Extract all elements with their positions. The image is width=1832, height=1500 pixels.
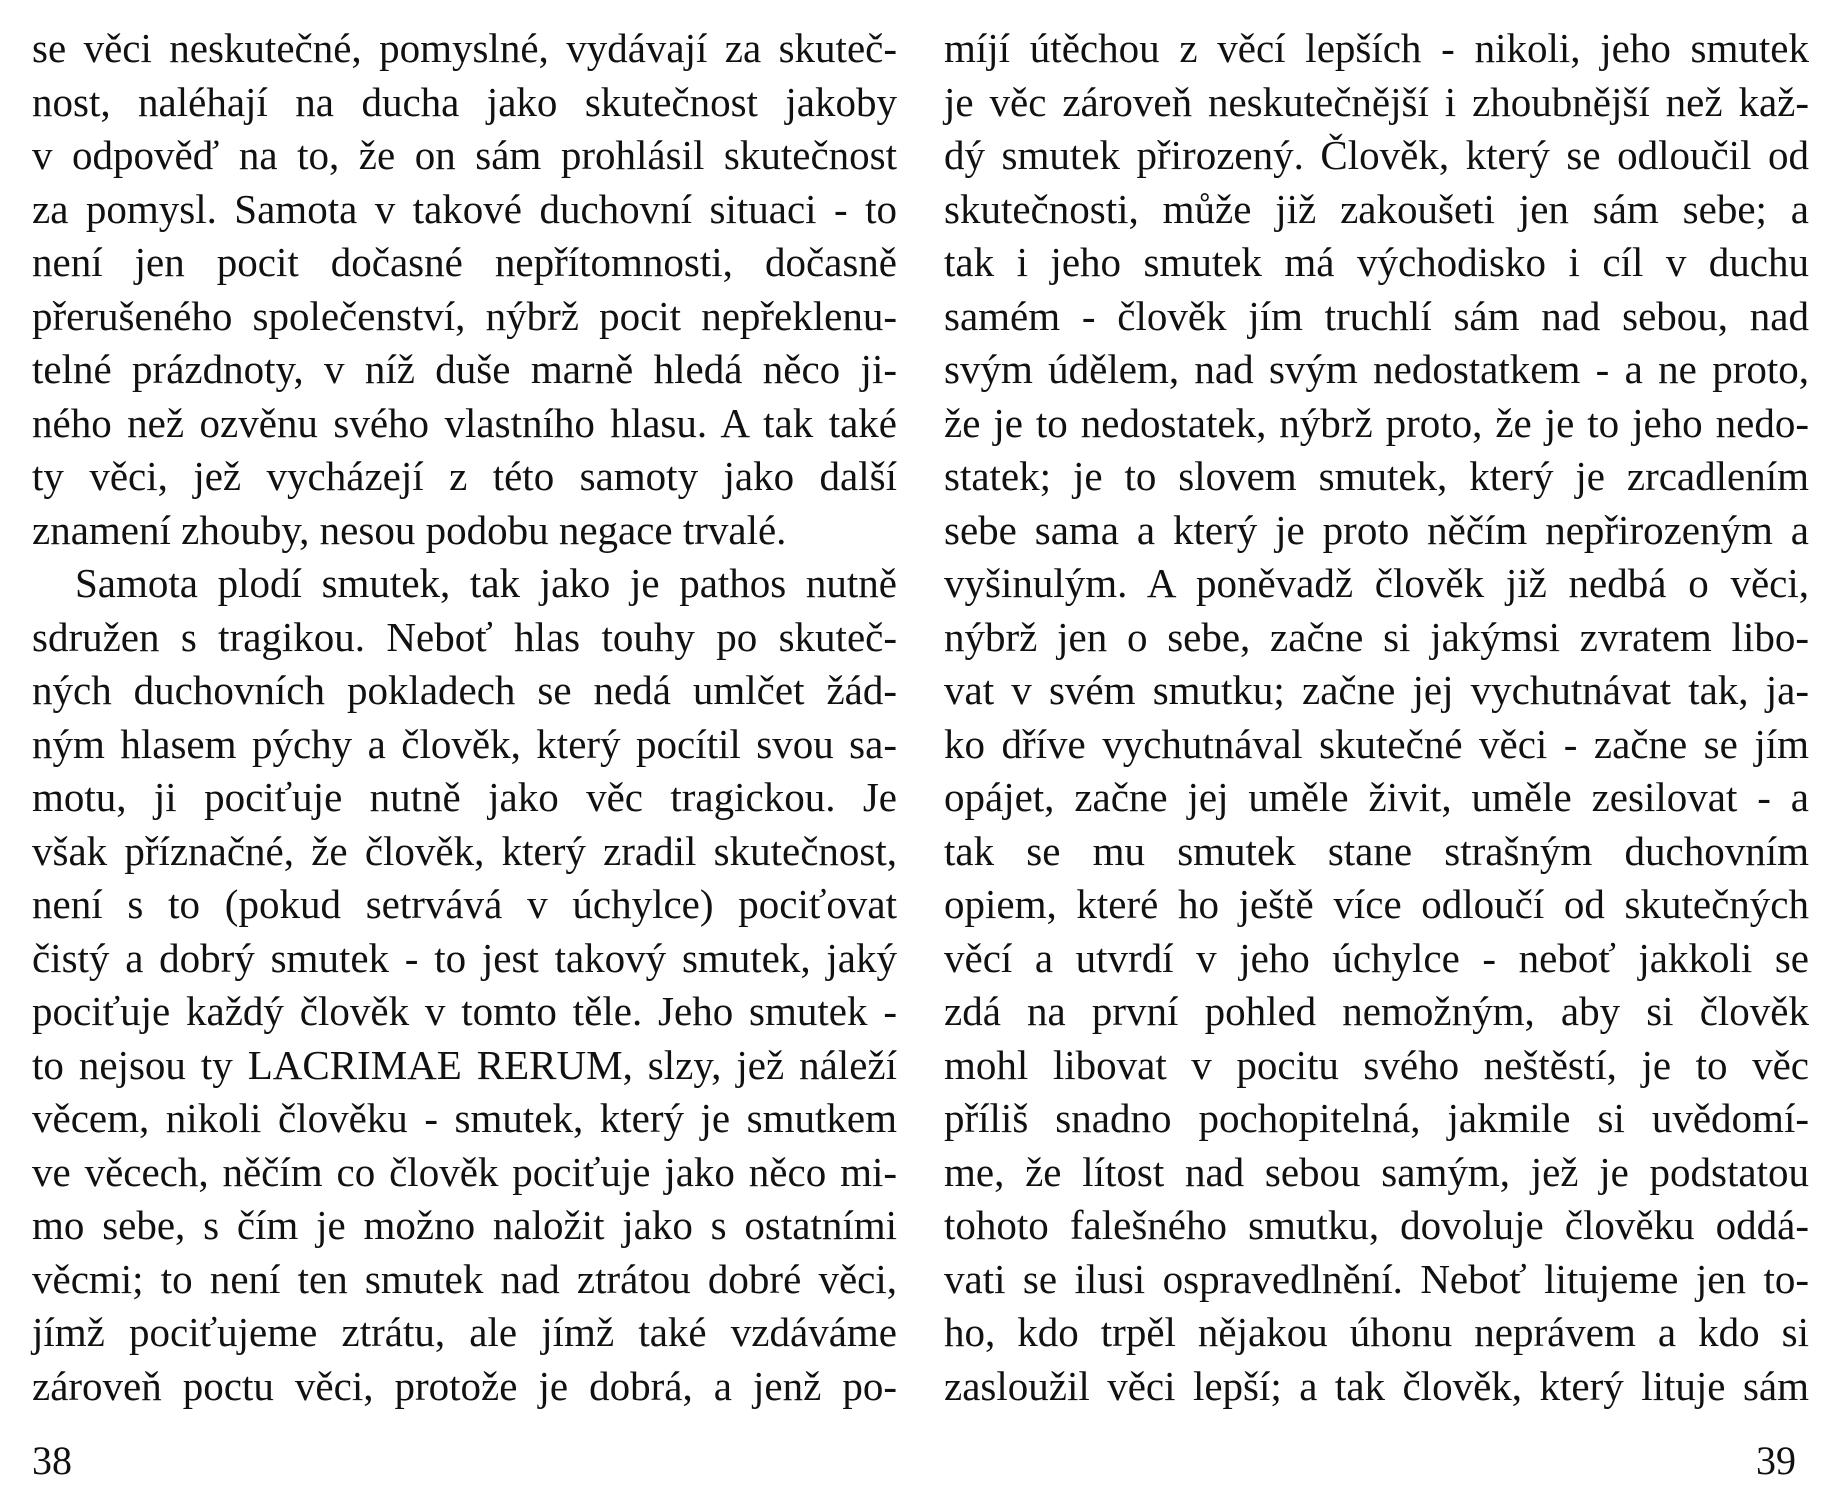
text-line: telné prázdnoty, v níž duše marně hledá něco ji-: [32, 346, 897, 392]
left-page-text: [32, 22, 897, 1413]
text-line: ty věci, jež vycházejí z této samoty jako další: [32, 453, 897, 499]
text-line: svým údělem, nad svým nedostatkem - a ne proto,: [944, 346, 1809, 392]
text-line: přerušeného společenství, nýbrž pocit nepřeklenu-: [32, 292, 897, 339]
text-line: vati se ilusi ospravedlnění. Neboť litujeme jen to-: [944, 1255, 1809, 1302]
text-line: za pomysl. Samota v takové duchovní situaci - to: [32, 185, 897, 232]
text-line: ve věcech, něčím co člověk pociťuje jako něco mi-: [32, 1148, 897, 1195]
text-line: opiem, které ho ještě více odloučí od skutečných: [944, 881, 1809, 927]
text-line: vat v svém smutku; začne jej vychutnávat tak, ja-: [944, 667, 1809, 713]
text-line: věcmi; to není ten smutek nad ztrátou dobré věci,: [32, 1255, 897, 1302]
text-line: to nejsou ty LACRIMAE RERUM, slzy, jež náleží: [32, 1041, 897, 1088]
text-line: ko dříve vychutnával skutečné věci - začne se jím: [944, 720, 1809, 767]
text-line: zasloužil věci lepší; a tak člověk, který lituje sám: [944, 1362, 1809, 1409]
text-line: pociťuje každý člověk v tomto těle. Jeho smutek -: [32, 988, 897, 1034]
text-line: čistý a dobrý smutek - to jest takový smutek, jaký: [32, 934, 897, 981]
right-page-text: [944, 22, 1809, 1413]
text-line: skutečnosti, může již zakoušeti jen sám sebe; a: [944, 185, 1809, 232]
text-line: mohl libovat v pocitu svého neštěstí, je to věc: [944, 1041, 1809, 1088]
page-number: 38: [32, 1438, 72, 1483]
paragraph-first-line: Samota plodí smutek, tak jako je pathos nutně: [75, 560, 897, 606]
text-line: zároveň poctu věci, protože je dobrá, a jenž po-: [32, 1362, 897, 1409]
text-line: zdá na první pohled nemožným, aby si člověk: [944, 988, 1809, 1034]
text-line: však příznačné, že člověk, který zradil skutečnost,: [32, 827, 897, 874]
text-line: vyšinulým. A poněvadž člověk již nedbá o věci,: [944, 560, 1809, 606]
text-line: je věc zároveň neskutečnější i zhoubnější než kaž-: [944, 78, 1809, 125]
text-line: tak se mu smutek stane strašným duchovním: [944, 827, 1809, 874]
text-line: že je to nedostatek, nýbrž proto, že je to jeho nedo-: [944, 399, 1809, 446]
right-page: [916, 0, 1832, 1500]
text-line: ných duchovních pokladech se nedá umlčet žád-: [32, 667, 897, 713]
text-line: věcem, nikoli člověku - smutek, který je smutkem: [32, 1095, 897, 1141]
text-line: statek; je to slovem smutek, který je zrcadlením: [944, 453, 1809, 499]
text-line: opájet, začne jej uměle živit, uměle zesilovat - a: [944, 774, 1809, 820]
text-line: není s to (pokud setrvává v úchylce) pociťovat: [32, 881, 897, 927]
text-line: věcí a utvrdí v jeho úchylce - neboť jakkoli se: [944, 934, 1809, 981]
text-line: motu, ji pociťuje nutně jako věc tragickou. Je: [32, 774, 897, 820]
text-line: tak i jeho smutek má východisko i cíl v duchu: [944, 239, 1809, 285]
text-line: se věci neskutečné, pomyslné, vydávají za skuteč-: [32, 25, 897, 71]
text-line: ným hlasem pýchy a člověk, který pocítil svou sa-: [32, 720, 897, 767]
text-line: jímž pociťujeme ztrátu, ale jímž také vzdáváme: [32, 1309, 897, 1355]
text-line: mo sebe, s čím je možno naložit jako s ostatními: [32, 1202, 897, 1248]
text-line: míjí útěchou z věcí lepších - nikoli, jeho smutek: [944, 25, 1809, 71]
text-line: tohoto falešného smutku, dovoluje člověku oddá-: [944, 1202, 1809, 1248]
text-line: samém - člověk jím truchlí sám nad sebou, nad: [944, 292, 1809, 339]
text-line: příliš snadno pochopitelná, jakmile si uvědomí-: [944, 1095, 1809, 1141]
text-line: v odpověď na to, že on sám prohlásil skutečnost: [32, 132, 897, 178]
text-line: me, že lítost nad sebou samým, jež je podstatou: [944, 1148, 1809, 1195]
text-line: není jen pocit dočasné nepřítomnosti, dočasně: [32, 239, 897, 285]
text-line: dý smutek přirozený. Člověk, který se odloučil od: [944, 132, 1809, 178]
text-line: ho, kdo trpěl nějakou úhonu neprávem a kdo si: [944, 1309, 1809, 1355]
text-line: nost, naléhají na ducha jako skutečnost jakoby: [32, 78, 897, 125]
page-number: 39: [1756, 1438, 1796, 1483]
text-line: sebe sama a který je proto něčím nepřirozeným a: [944, 506, 1809, 553]
paragraph-last-line: znamení zhouby, nesou podobu negace trvalé.: [32, 506, 787, 553]
text-line: ného než ozvěnu svého vlastního hlasu. A tak také: [32, 399, 897, 446]
text-line: sdružen s tragikou. Neboť hlas touhy po skuteč-: [32, 613, 897, 660]
text-line: nýbrž jen o sebe, začne si jakýmsi zvratem libo-: [944, 613, 1809, 660]
